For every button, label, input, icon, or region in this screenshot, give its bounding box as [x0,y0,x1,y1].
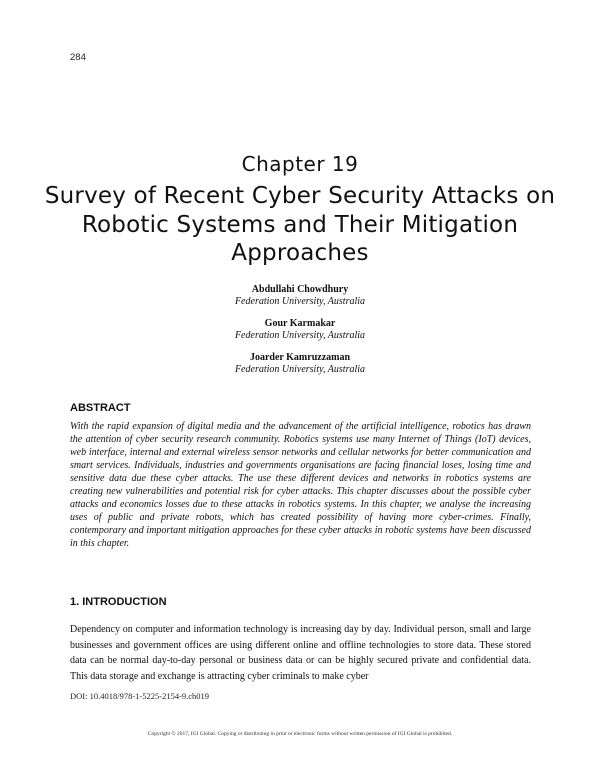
doi-line: DOI: 10.4018/978-1-5225-2154-9.ch019 [70,691,210,701]
introduction-heading: 1. INTRODUCTION [70,596,167,608]
copyright-notice: Copyright © 2017, IGI Global. Copying or distributing in print or electronic forms without written permission of IGI Global is prohibited. [147,731,453,737]
author-name: Abdullahi Chowdhury [251,284,349,295]
page-number: 284 [70,52,86,63]
author-name: Gour Karmakar [264,318,336,329]
author-block [0,318,600,342]
author-affiliation: Federation University, Australia [234,330,366,341]
chapter-label: Chapter 19 [241,152,359,176]
author-affiliation: Federation University, Australia [234,296,366,307]
introduction-text: Dependency on computer and information technology is increasing day by day. Individual person, small and large businesses and government offices are using different online and offline technologies to store data. These stored data can be normal day-to-day personal or business data or can be highly secured private and confidential data. This data storage and exchange is attracting cyber criminals to make cyber [70,624,531,682]
chapter-title: Survey of Recent Cyber Security Attacks on Robotic Systems and Their Mitigation Approaches [44,183,556,266]
author-block [0,352,600,376]
abstract-text: With the rapid expansion of digital media and the advancement of the artificial intelligence, robotics has drawn the attention of cyber security research community. Robotics systems use many Internet of Things (IoT) devices, web interface, internal and external wireless sensor networks and cellular networks for better communication and smart services. Individuals, industries and governments organisations are facing financial loses, losing time and sensitive data due these cyber attacks. The use these different devices and networks in robotics systems are creating new vulnerabilities and potential risk for cyber attacks. This chapter discusses about the possible cyber attacks and economics losses due to these attacks in robotics systems. In this chapter, we analyse the increasing uses of public and private robots, which has created possibility of having more cyber-crimes. Finally, contemporary and important mitigation approaches for these cyber attacks in robotic systems have been discussed in this chapter. [70,421,531,549]
author-block [0,284,600,308]
author-affiliation: Federation University, Australia [234,364,366,375]
author-name: Joarder Kamruzzaman [249,352,351,363]
abstract-heading: ABSTRACT [70,402,131,414]
author-list [0,284,600,386]
